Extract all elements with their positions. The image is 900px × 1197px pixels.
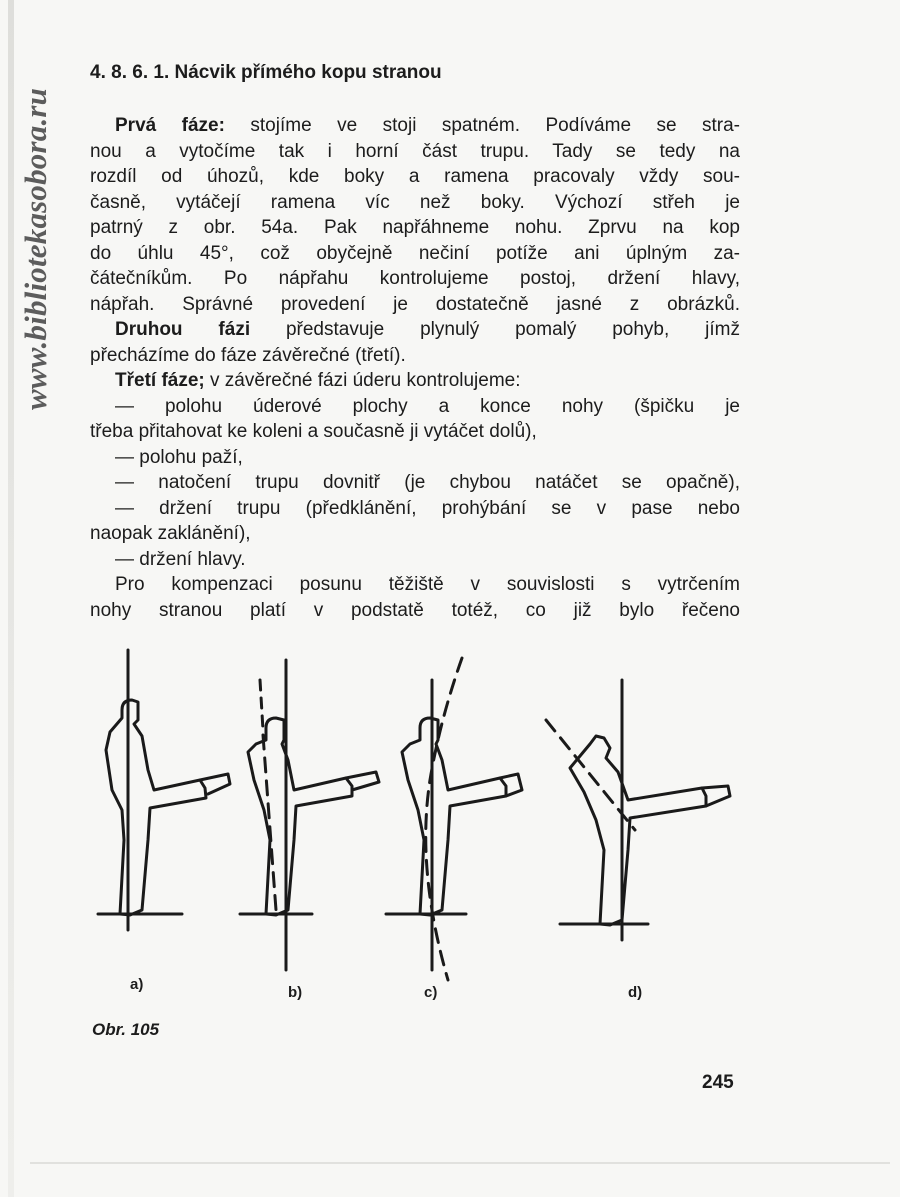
kick-phases-drawing xyxy=(90,640,770,1010)
scan-edge-bottom xyxy=(30,1162,890,1164)
text-span: představuje plynulý pomalý pohyb, jímž xyxy=(250,319,740,340)
bold-term: Prvá fáze: xyxy=(115,115,225,136)
text-line: do úhlu 45°, což obyčejně nečiní potíže ani úplným za- xyxy=(90,242,740,264)
text-line: třeba přitahovat ke koleni a současně ji vytáčet dolů), xyxy=(90,421,537,442)
bold-term: Druhou fázi xyxy=(115,319,251,340)
text-span: stojíme ve stoji spatném. Podíváme se stra- xyxy=(224,115,740,136)
text-line: — polohu úderové plochy a konce nohy (špičku je xyxy=(115,395,740,417)
figure-caption: Obr. 105 xyxy=(92,1020,160,1039)
section-heading: 4. 8. 6. 1. Nácvik přímého kopu stranou xyxy=(90,62,442,83)
text-span: v závěrečné fázi úderu kontrolujeme: xyxy=(204,370,521,391)
text-line: nápřah. Správné provedení je dostatečně jasné z obrázků. xyxy=(90,293,740,315)
text-line: naopak zaklánění), xyxy=(90,523,251,544)
text-line xyxy=(90,317,740,343)
text-line: Pro kompenzaci posunu těžiště v souvislosti s vytrčením xyxy=(115,574,740,595)
figure-label-d: d) xyxy=(628,984,643,1001)
scan-edge-left xyxy=(8,0,14,1197)
text-line: čátečníkům. Po nápřahu kontrolujeme postoj, držení hlavy, xyxy=(90,268,740,289)
text-line: nohy stranou platí v podstatě totéž, co již bylo řečeno xyxy=(90,599,740,621)
text-line: patrný z obr. 54a. Pak napřáhneme nohu. Zprvu na kop xyxy=(90,217,740,238)
bold-term: Třetí fáze; xyxy=(115,370,205,391)
text-line: — polohu paží, xyxy=(115,446,243,468)
kick-illustration xyxy=(90,640,770,1010)
figure-a-silhouette xyxy=(98,650,230,930)
figure-b-silhouette xyxy=(240,660,379,970)
text-line: — držení trupu (předklánění, prohýbání se v pase nebo xyxy=(115,497,740,519)
text-line: rozdíl od úhozů, kde boky a ramena pracovaly vždy sou- xyxy=(90,166,740,187)
body-text xyxy=(90,113,740,623)
text-line: — natočení trupu dovnitř (je chybou natáčet se opačně), xyxy=(115,472,740,493)
figure-d-silhouette xyxy=(546,680,730,940)
page-number: 245 xyxy=(702,1072,734,1093)
figure-label-a: a) xyxy=(130,976,144,993)
text-line xyxy=(90,368,740,394)
figure-label-b: b) xyxy=(288,984,303,1001)
figure-label-c: c) xyxy=(424,984,438,1001)
figure-c-silhouette xyxy=(386,658,522,980)
text-line: časně, vytáčejí ramena víc než boky. Výchozí střeh je xyxy=(90,191,740,213)
text-line: — držení hlavy. xyxy=(115,548,246,570)
text-line xyxy=(90,113,740,139)
text-line: nou a vytočíme tak i horní část trupu. Tady se tedy na xyxy=(90,140,740,162)
text-line: přecházíme do fáze závěrečné (třetí). xyxy=(90,344,406,366)
watermark: www.bibliotekasobora.ru xyxy=(18,87,53,410)
